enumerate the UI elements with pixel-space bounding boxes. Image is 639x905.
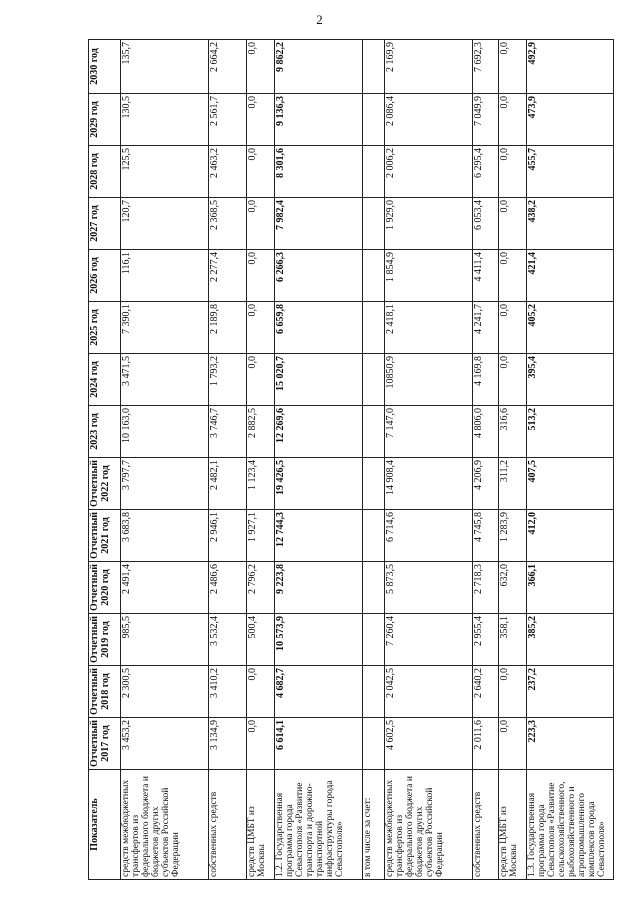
table-cell: 2 189,8	[209, 302, 247, 354]
table-cell: 135,7	[121, 40, 209, 94]
table-cell: 2 042,5	[385, 666, 473, 718]
table-cell: 8 301,6	[275, 146, 363, 198]
budget-table	[88, 39, 614, 880]
table-cell: 6 714,6	[385, 510, 473, 562]
table-cell: 2 955,4	[473, 614, 499, 666]
table-cell	[363, 250, 385, 302]
row-label: средств ЦМБТ из Москвы	[499, 770, 527, 880]
table-cell: 0,0	[499, 198, 527, 250]
column-header: Отчетный 2018 год	[89, 666, 121, 718]
table-cell: 492,9	[527, 40, 614, 94]
table-cell	[363, 198, 385, 250]
row-label: средств ЦМБТ из Москвы	[247, 770, 275, 880]
column-header: Отчетный 2017 год	[89, 718, 121, 770]
row-label: в том числе за счет:	[363, 770, 385, 880]
table-cell: 3 746,7	[209, 406, 247, 458]
table-cell: 7 049,9	[473, 94, 499, 146]
table-header-row	[89, 40, 121, 880]
table-cell: 6 295,4	[473, 146, 499, 198]
table-cell: 0,0	[247, 718, 275, 770]
table-cell: 1 283,9	[499, 510, 527, 562]
table-cell: 2 463,2	[209, 146, 247, 198]
table-cell: 4 602,5	[385, 718, 473, 770]
table-cell: 19 426,5	[275, 458, 363, 510]
table-cell: 2 718,3	[473, 562, 499, 614]
table-cell: 513,2	[527, 406, 614, 458]
table-cell: 6 614,1	[275, 718, 363, 770]
column-header: 2023 год	[89, 406, 121, 458]
table-cell: 1 793,2	[209, 354, 247, 406]
table-cell: 12 269,6	[275, 406, 363, 458]
table-cell: 130,5	[121, 94, 209, 146]
table-cell: 5 873,5	[385, 562, 473, 614]
table-row	[275, 40, 363, 880]
table-cell: 120,7	[121, 198, 209, 250]
table-cell	[363, 458, 385, 510]
table-cell: 4 745,8	[473, 510, 499, 562]
column-header: Отчетный 2022 год	[89, 458, 121, 510]
table-cell: 2 491,4	[121, 562, 209, 614]
table-cell	[363, 562, 385, 614]
table-cell: 2 664,2	[209, 40, 247, 94]
table-cell: 2 300,5	[121, 666, 209, 718]
table-cell: 7 692,3	[473, 40, 499, 94]
table-cell: 237,2	[527, 666, 614, 718]
table-row	[527, 40, 614, 880]
table-cell: 2 946,1	[209, 510, 247, 562]
table-cell	[363, 146, 385, 198]
table-cell: 6 053,4	[473, 198, 499, 250]
table-cell	[363, 302, 385, 354]
table-cell: 1 929,0	[385, 198, 473, 250]
table-cell: 4 241,7	[473, 302, 499, 354]
table-cell: 4 206,9	[473, 458, 499, 510]
table-cell: 9 223,8	[275, 562, 363, 614]
table-cell: 6 266,3	[275, 250, 363, 302]
row-label: средств межбюджетных трансфертов из федерального бюджета и бюджетов других субъектов Российской Федерации	[385, 770, 473, 880]
table-cell: 2 086,4	[385, 94, 473, 146]
table-cell: 116,1	[121, 250, 209, 302]
table-cell: 2 882,5	[247, 406, 275, 458]
table-cell: 473,9	[527, 94, 614, 146]
table-cell: 7 147,0	[385, 406, 473, 458]
column-header: Показатель	[89, 770, 121, 880]
table-cell: 632,0	[499, 562, 527, 614]
table-cell: 2 640,2	[473, 666, 499, 718]
table-cell: 4 806,0	[473, 406, 499, 458]
table-cell: 421,4	[527, 250, 614, 302]
column-header: Отчетный 2021 год	[89, 510, 121, 562]
table-cell: 12 744,3	[275, 510, 363, 562]
table-cell	[363, 510, 385, 562]
table-cell: 14 908,4	[385, 458, 473, 510]
table-cell: 0,0	[499, 666, 527, 718]
table-row	[499, 40, 527, 880]
table-cell: 4 411,4	[473, 250, 499, 302]
table-cell: 358,1	[499, 614, 527, 666]
column-header: 2026 год	[89, 250, 121, 302]
table-cell: 2 011,6	[473, 718, 499, 770]
table-cell: 9 862,2	[275, 40, 363, 94]
table-cell: 125,5	[121, 146, 209, 198]
table-cell: 311,2	[499, 458, 527, 510]
table-cell: 385,2	[527, 614, 614, 666]
table-cell: 0,0	[499, 40, 527, 94]
table-cell: 2 561,7	[209, 94, 247, 146]
table-cell: 0,0	[499, 94, 527, 146]
table-cell: 4 682,7	[275, 666, 363, 718]
table-row	[121, 40, 209, 880]
table-row	[385, 40, 473, 880]
column-header: 2028 год	[89, 146, 121, 198]
table-cell: 2 796,2	[247, 562, 275, 614]
table-cell: 455,7	[527, 146, 614, 198]
table-cell: 7 260,4	[385, 614, 473, 666]
table-cell: 0,0	[499, 146, 527, 198]
column-header: 2029 год	[89, 94, 121, 146]
table-cell: 10850,9	[385, 354, 473, 406]
table-cell: 0,0	[247, 302, 275, 354]
table-cell: 3 683,8	[121, 510, 209, 562]
table-cell: 405,2	[527, 302, 614, 354]
table-cell: 0,0	[247, 198, 275, 250]
rotated-table-area	[88, 40, 613, 880]
table-cell: 7 390,1	[121, 302, 209, 354]
table-cell: 2 486,6	[209, 562, 247, 614]
table-cell	[363, 406, 385, 458]
table-cell	[363, 94, 385, 146]
table-cell: 2 277,4	[209, 250, 247, 302]
table-cell	[363, 666, 385, 718]
column-header: Отчетный 2019 год	[89, 614, 121, 666]
row-label: средств межбюджетных трансфертов из федерального бюджета и бюджетов других субъектов Российской Федерации	[121, 770, 209, 880]
row-label: 1.3. Государственная программа города Севастополя «Развитие сельскохозяйственного, рыбохозяйственного и агропромышленного комплексов города Севастополя»	[527, 770, 614, 880]
table-cell: 3 471,5	[121, 354, 209, 406]
table-cell: 0,0	[247, 354, 275, 406]
table-cell: 0,0	[247, 40, 275, 94]
table-cell: 3 410,2	[209, 666, 247, 718]
table-row	[473, 40, 499, 880]
table-cell: 0,0	[499, 354, 527, 406]
table-row	[247, 40, 275, 880]
table-cell	[363, 354, 385, 406]
table-cell: 0,0	[247, 250, 275, 302]
table-cell: 3 453,2	[121, 718, 209, 770]
table-cell: 1 123,4	[247, 458, 275, 510]
table-row	[209, 40, 247, 880]
table-cell: 0,0	[247, 666, 275, 718]
table-cell: 2 482,1	[209, 458, 247, 510]
table-cell: 0,0	[499, 302, 527, 354]
table-cell: 438,2	[527, 198, 614, 250]
column-header: Отчетный 2020 год	[89, 562, 121, 614]
table-cell: 2 006,2	[385, 146, 473, 198]
table-cell: 4 169,8	[473, 354, 499, 406]
table-cell	[363, 718, 385, 770]
table-cell: 985,5	[121, 614, 209, 666]
table-cell: 2 169,9	[385, 40, 473, 94]
table-cell: 0,0	[247, 146, 275, 198]
table-cell: 9 136,3	[275, 94, 363, 146]
column-header: 2030 год	[89, 40, 121, 94]
row-label: собственных средств	[473, 770, 499, 880]
table-cell	[363, 40, 385, 94]
table-cell: 223,3	[527, 718, 614, 770]
column-header: 2024 год	[89, 354, 121, 406]
table-cell: 0,0	[247, 94, 275, 146]
table-cell: 407,5	[527, 458, 614, 510]
table-cell: 395,4	[527, 354, 614, 406]
table-wrapper	[88, 40, 613, 880]
table-cell: 3 797,7	[121, 458, 209, 510]
table-cell: 7 982,4	[275, 198, 363, 250]
table-cell: 2 368,5	[209, 198, 247, 250]
table-cell: 1 927,1	[247, 510, 275, 562]
table-cell: 10 163,0	[121, 406, 209, 458]
table-cell: 15 020,7	[275, 354, 363, 406]
table-cell: 366,1	[527, 562, 614, 614]
table-cell: 0,0	[499, 250, 527, 302]
table-cell: 3 532,4	[209, 614, 247, 666]
table-cell: 2 418,1	[385, 302, 473, 354]
table-cell: 1 854,9	[385, 250, 473, 302]
page-number: 2	[316, 12, 323, 27]
column-header: 2027 год	[89, 198, 121, 250]
table-cell: 500,4	[247, 614, 275, 666]
table-cell: 10 573,9	[275, 614, 363, 666]
table-cell: 0,0	[499, 718, 527, 770]
table-cell: 412,0	[527, 510, 614, 562]
table-cell: 316,6	[499, 406, 527, 458]
row-label: собственных средств	[209, 770, 247, 880]
table-cell: 6 659,8	[275, 302, 363, 354]
row-label: 1.2. Государственная программа города Севастополя «Развитие транспорта и дорожно-транспортной инфраструктуры города Севастополя»	[275, 770, 363, 880]
table-cell	[363, 614, 385, 666]
table-row	[363, 40, 385, 880]
column-header: 2025 год	[89, 302, 121, 354]
table-cell: 3 134,9	[209, 718, 247, 770]
